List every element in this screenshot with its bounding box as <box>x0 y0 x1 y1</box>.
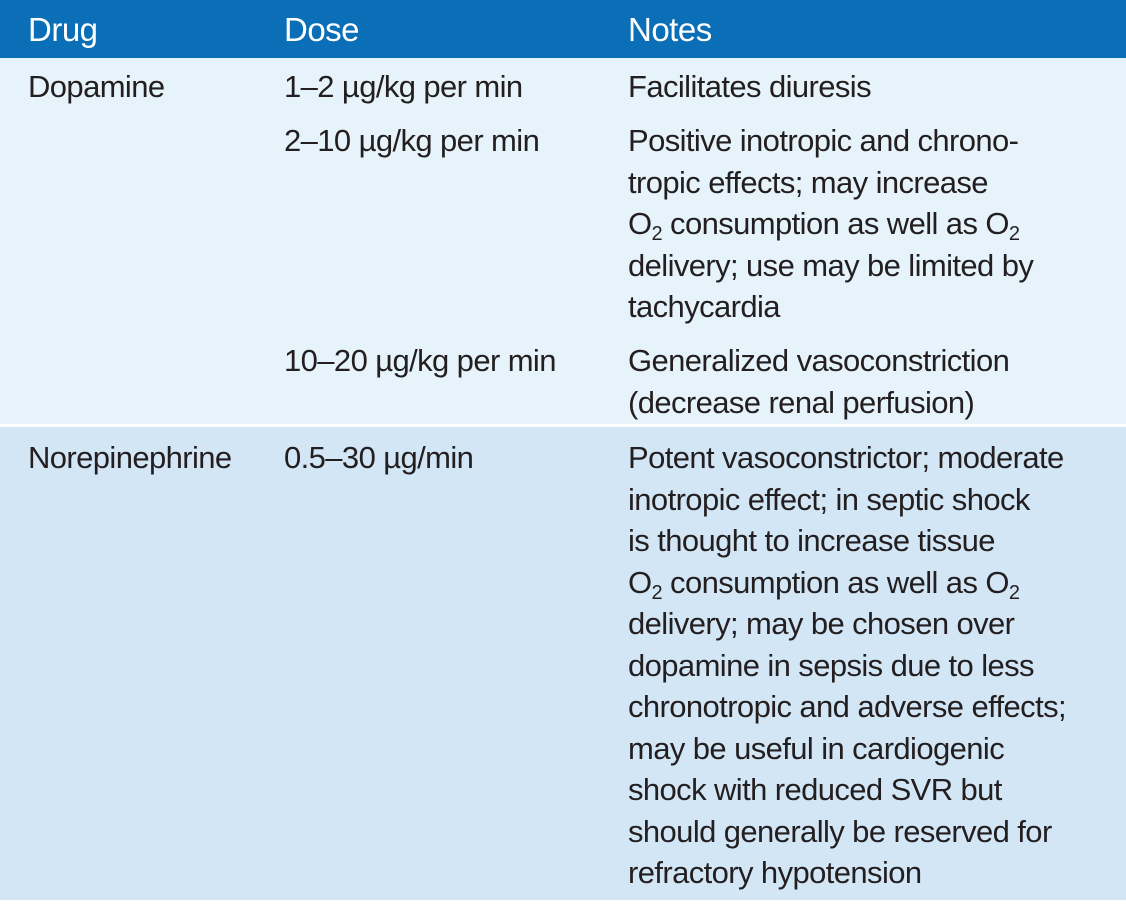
table-row-dopamine <box>0 58 1126 424</box>
table-header <box>0 0 1126 58</box>
dose-cell: 10–20 µg/kg per min <box>284 343 556 378</box>
header-drug: Drug <box>28 11 98 48</box>
header-dose: Dose <box>284 11 360 48</box>
dose-cell: 1–2 µg/kg per min <box>284 69 523 104</box>
notes-cell: Facilitates diuresis <box>628 69 871 104</box>
drug-name-cell: Norepinephrine <box>28 440 232 475</box>
notes-cell: Positive inotropic and chrono- tropic effects; may increase $O_2$ consumption as well as $O_2$ delivery; use may be limited by tachycardia <box>628 123 1034 324</box>
dose-cell: 2–10 µg/kg per min <box>284 123 540 158</box>
table-row-norepinephrine <box>0 427 1126 900</box>
notes-cell: Generalized vasoconstriction (decrease renal perfusion) <box>628 343 1010 420</box>
dose-cell: 0.5–30 µg/min <box>284 440 474 475</box>
drug-name-cell: Dopamine <box>28 69 165 104</box>
notes-cell: Potent vasoconstrictor; moderate inotropic effect; in septic shock is thought to increase tissue $O_2$ consumption as well as $O_2$ delivery; may be chosen over dopamine in sepsis due to less chronotropic and adverse effects; may be useful in cardiogenic shock with reduced SVR but should generally be reserved for refractory hypotension <box>628 440 1067 890</box>
header-notes: Notes <box>628 11 712 48</box>
